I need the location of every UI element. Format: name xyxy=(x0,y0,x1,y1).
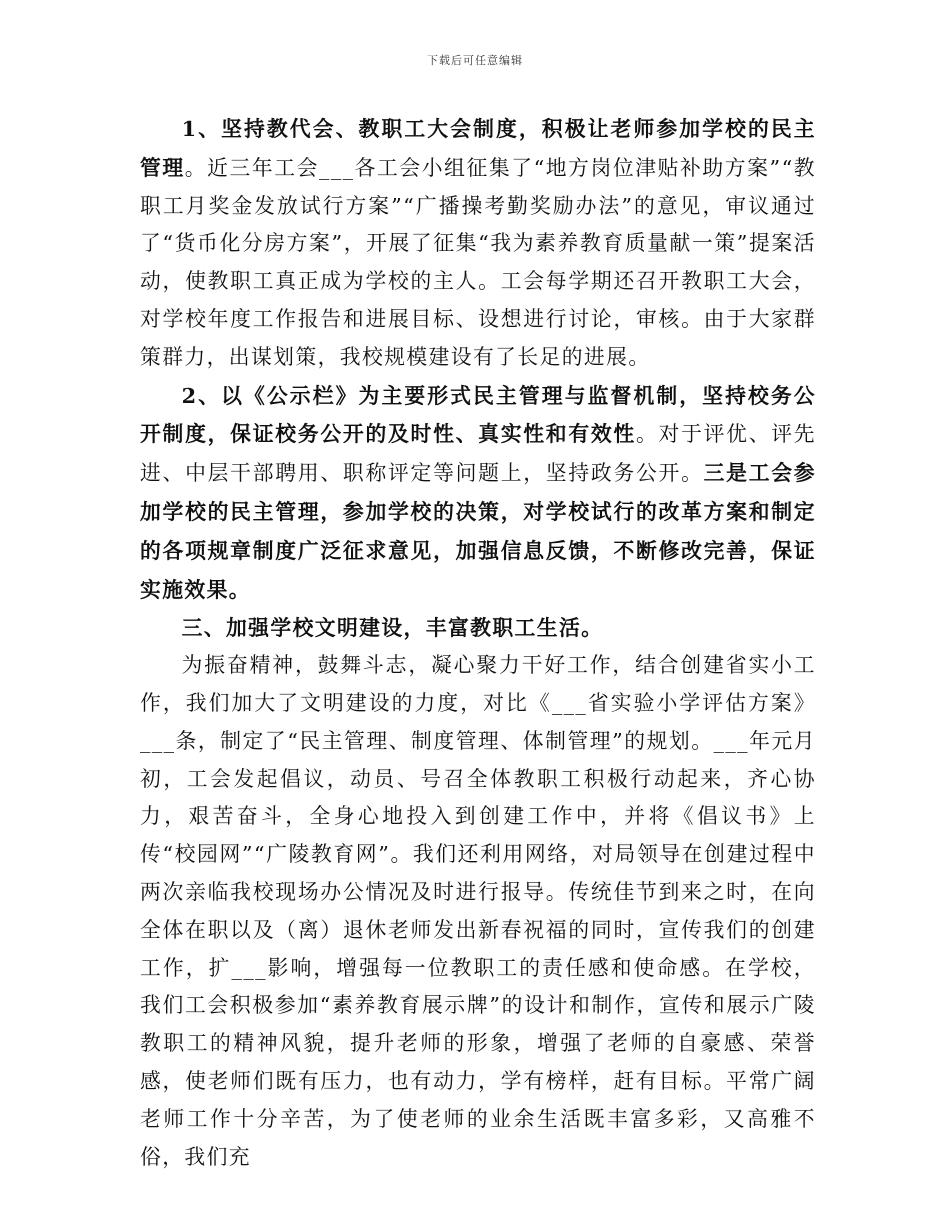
paragraph-1-text: 。近三年工会___各工会小组征集了“地方岗位津贴补助方案”“教职工月奖金发放试行方案”“广播操考勤奖励办法”的意见，审议通过了“货币化分房方案”，开展了征集“我为素养教育质量献一策”提案活动，使教职工真正成为学校的主人。工会每学期还召开教职工大会，对学校年度工作报告和进展目标、设想进行讨论，审核。由于大家群策群力，出谋划策，我校规模建设有了长足的进展。 xyxy=(140,155,816,369)
page-header-note: 下载后可任意编辑 xyxy=(427,54,523,67)
document-body xyxy=(140,110,816,1176)
paragraph-2 xyxy=(140,377,816,610)
paragraph-4: 为振奋精神，鼓舞斗志，凝心聚力干好工作，结合创建省实小工作，我们加大了文明建设的力度，对比《___省实验小学评估方案》___条，制定了“民主管理、制度管理、体制管理”的规划。___年元月初，工会发起倡议，动员、号召全体教职工积极行动起来，齐心协力，艰苦奋斗，全身心地投入到创建工作中，并将《倡议书》上传“校园网”“广陵教育网”。我们还利用网络，对局领导在创建过程中两次亲临我校现场办公情况及时进行报导。传统佳节到来之时，在向全体在职以及（离）退休老师发出新春祝福的同时，宣传我们的创建工作，扩___影响，增强每一位教职工的责任感和使命感。在学校，我们工会积极参加“素养教育展示牌”的设计和制作，宣传和展示广陵教职工的精神风貌，提升老师的形象，增强了老师的自豪感、荣誉感，使老师们既有压力，也有动力，学有榜样，赶有目标。平常广阔老师工作十分辛苦，为了使老师的业余生活既丰富多彩，又高雅不俗，我们充 xyxy=(140,653,816,1169)
paragraph-1-bold: 1、坚持教代会、教职工大会制度，积极让老师参加学校的民主管理 xyxy=(140,116,816,180)
section-heading: 三、加强学校文明建设，丰富教职工生活。 xyxy=(181,615,604,641)
paragraph-1 xyxy=(140,110,816,377)
paragraph-2-bold-lead: 2、以《公示栏》为主要形式民主管理与监督机制，坚持校务公开制度，保证校务公开的及时性、真实性和有效性 xyxy=(140,382,816,447)
paragraph-2-bold-tail: 三是工会参加学校的民主管理，参加学校的决策，对学校试行的改革方案和制定的各项规章制度广泛征求意见，加强信息反馈，不断修改完善，保证实施效果。 xyxy=(140,460,817,602)
paragraph-2-text: 。对于评优、评先进、中层干部聘用、职称评定等问题上，坚持政务公开。 xyxy=(140,422,816,486)
